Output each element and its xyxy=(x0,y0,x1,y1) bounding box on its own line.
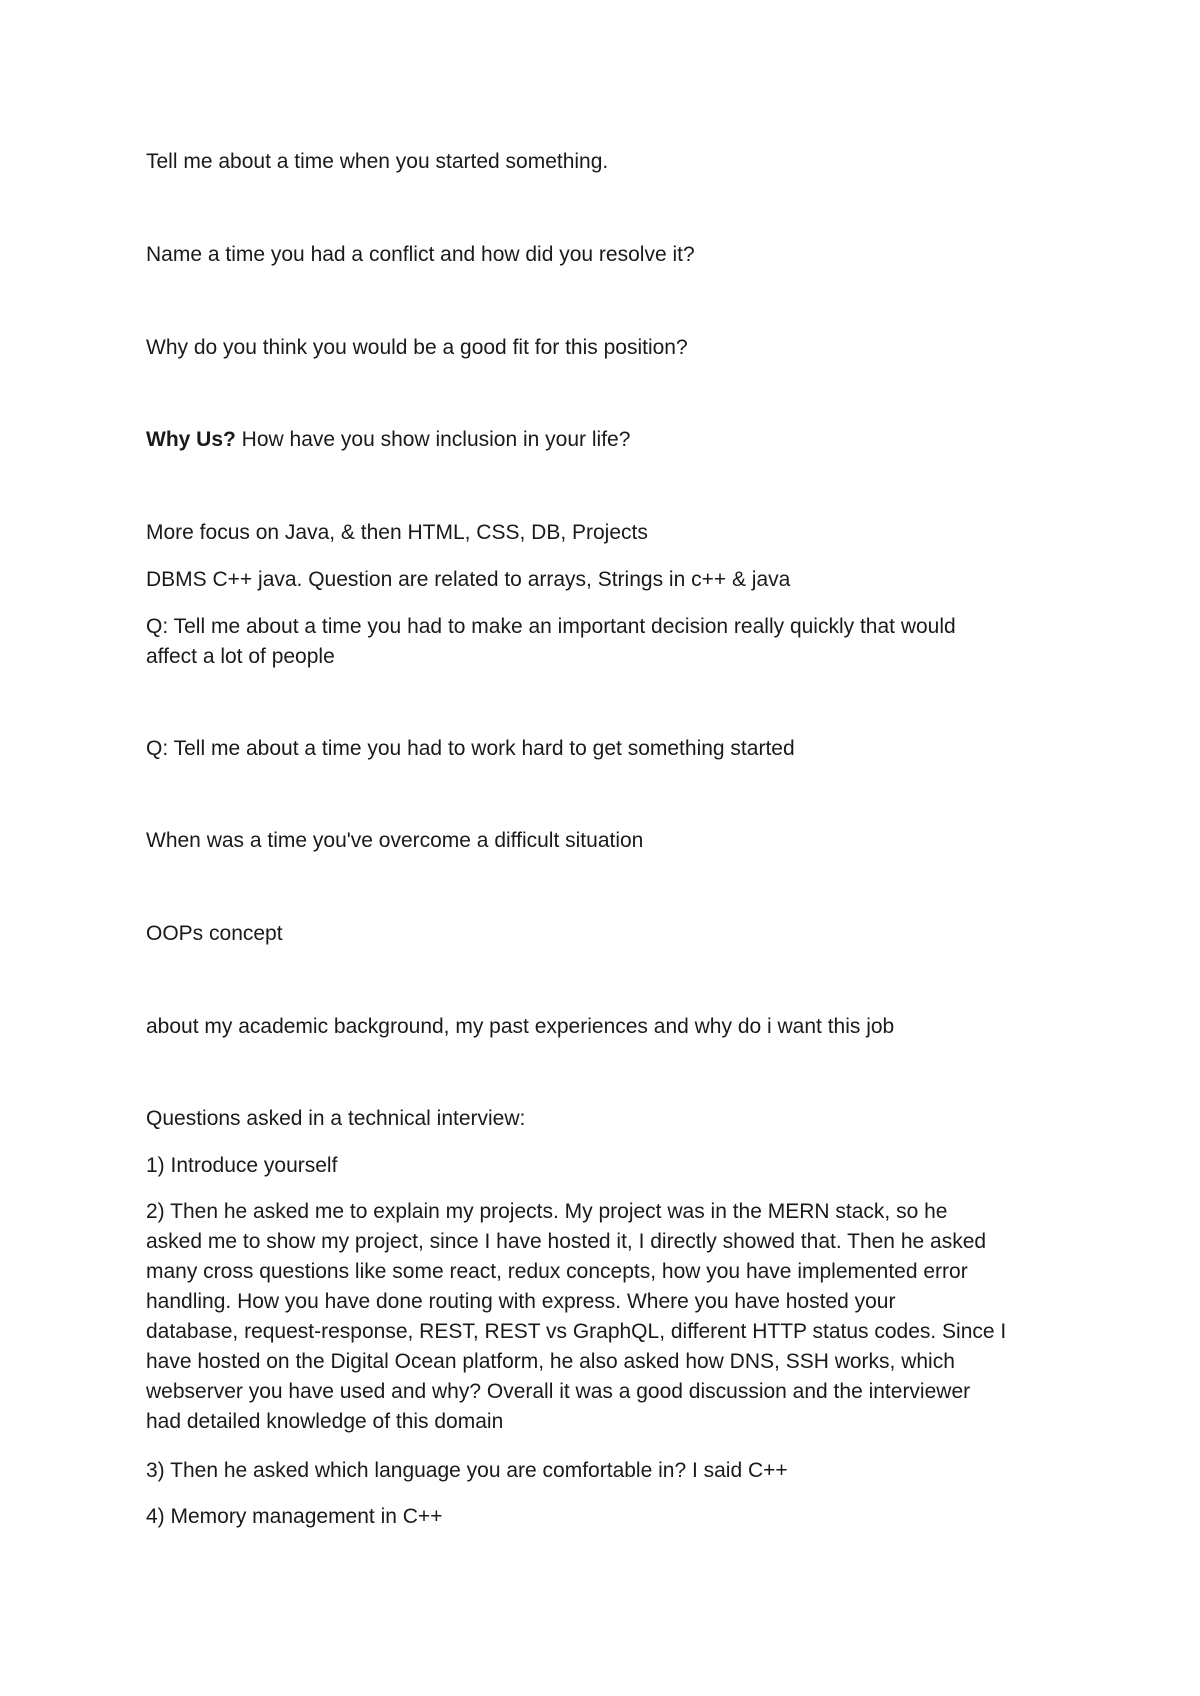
question-why-us xyxy=(146,425,1066,455)
quick-decision-line: Q: Tell me about a time you had to make an important decision really quickly that would xyxy=(146,615,956,638)
projects-line: asked me to show my project, since I have hosted it, I directly showed that. Then he asked xyxy=(146,1230,987,1253)
why-us-label: Why Us? xyxy=(146,428,236,451)
tech-item-introduce: 1) Introduce yourself xyxy=(146,1154,338,1177)
tech-item-memory: 4) Memory management in C++ xyxy=(146,1505,443,1528)
question-good-fit: Why do you think you would be a good fit for this position? xyxy=(146,336,688,359)
inclusion-question: How have you show inclusion in your life? xyxy=(235,428,631,451)
projects-line: had detailed knowledge of this domain xyxy=(146,1410,504,1433)
projects-line: many cross questions like some react, redux concepts, how you have implemented error xyxy=(146,1260,968,1283)
quick-decision-line: affect a lot of people xyxy=(146,645,335,668)
projects-line: 2) Then he asked me to explain my projects. My project was in the MERN stack, so he xyxy=(146,1200,948,1223)
question-quick-decision xyxy=(146,612,1066,672)
projects-line: handling. How you have done routing with express. Where you have hosted your xyxy=(146,1290,896,1313)
question-conflict: Name a time you had a conflict and how did you resolve it? xyxy=(146,243,695,266)
projects-line: have hosted on the Digital Ocean platform, he also asked how DNS, SSH works, which xyxy=(146,1350,955,1373)
technical-interview-heading: Questions asked in a technical interview: xyxy=(146,1107,526,1130)
projects-line: database, request-response, REST, REST vs GraphQL, different HTTP status codes. Since I xyxy=(146,1320,1007,1343)
dbms-note: DBMS C++ java. Question are related to arrays, Strings in c++ & java xyxy=(146,568,791,591)
academic-note: about my academic background, my past experiences and why do i want this job xyxy=(146,1015,895,1038)
question-started-something: Tell me about a time when you started something. xyxy=(146,150,609,173)
tech-item-projects xyxy=(146,1197,1066,1437)
focus-note: More focus on Java, & then HTML, CSS, DB, Projects xyxy=(146,521,648,544)
tech-item-language: 3) Then he asked which language you are comfortable in? I said C++ xyxy=(146,1459,788,1482)
oops-note: OOPs concept xyxy=(146,922,283,945)
question-overcome: When was a time you've overcome a difficult situation xyxy=(146,829,644,852)
projects-line: webserver you have used and why? Overall it was a good discussion and the interviewer xyxy=(146,1380,971,1403)
question-work-hard: Q: Tell me about a time you had to work hard to get something started xyxy=(146,737,795,760)
